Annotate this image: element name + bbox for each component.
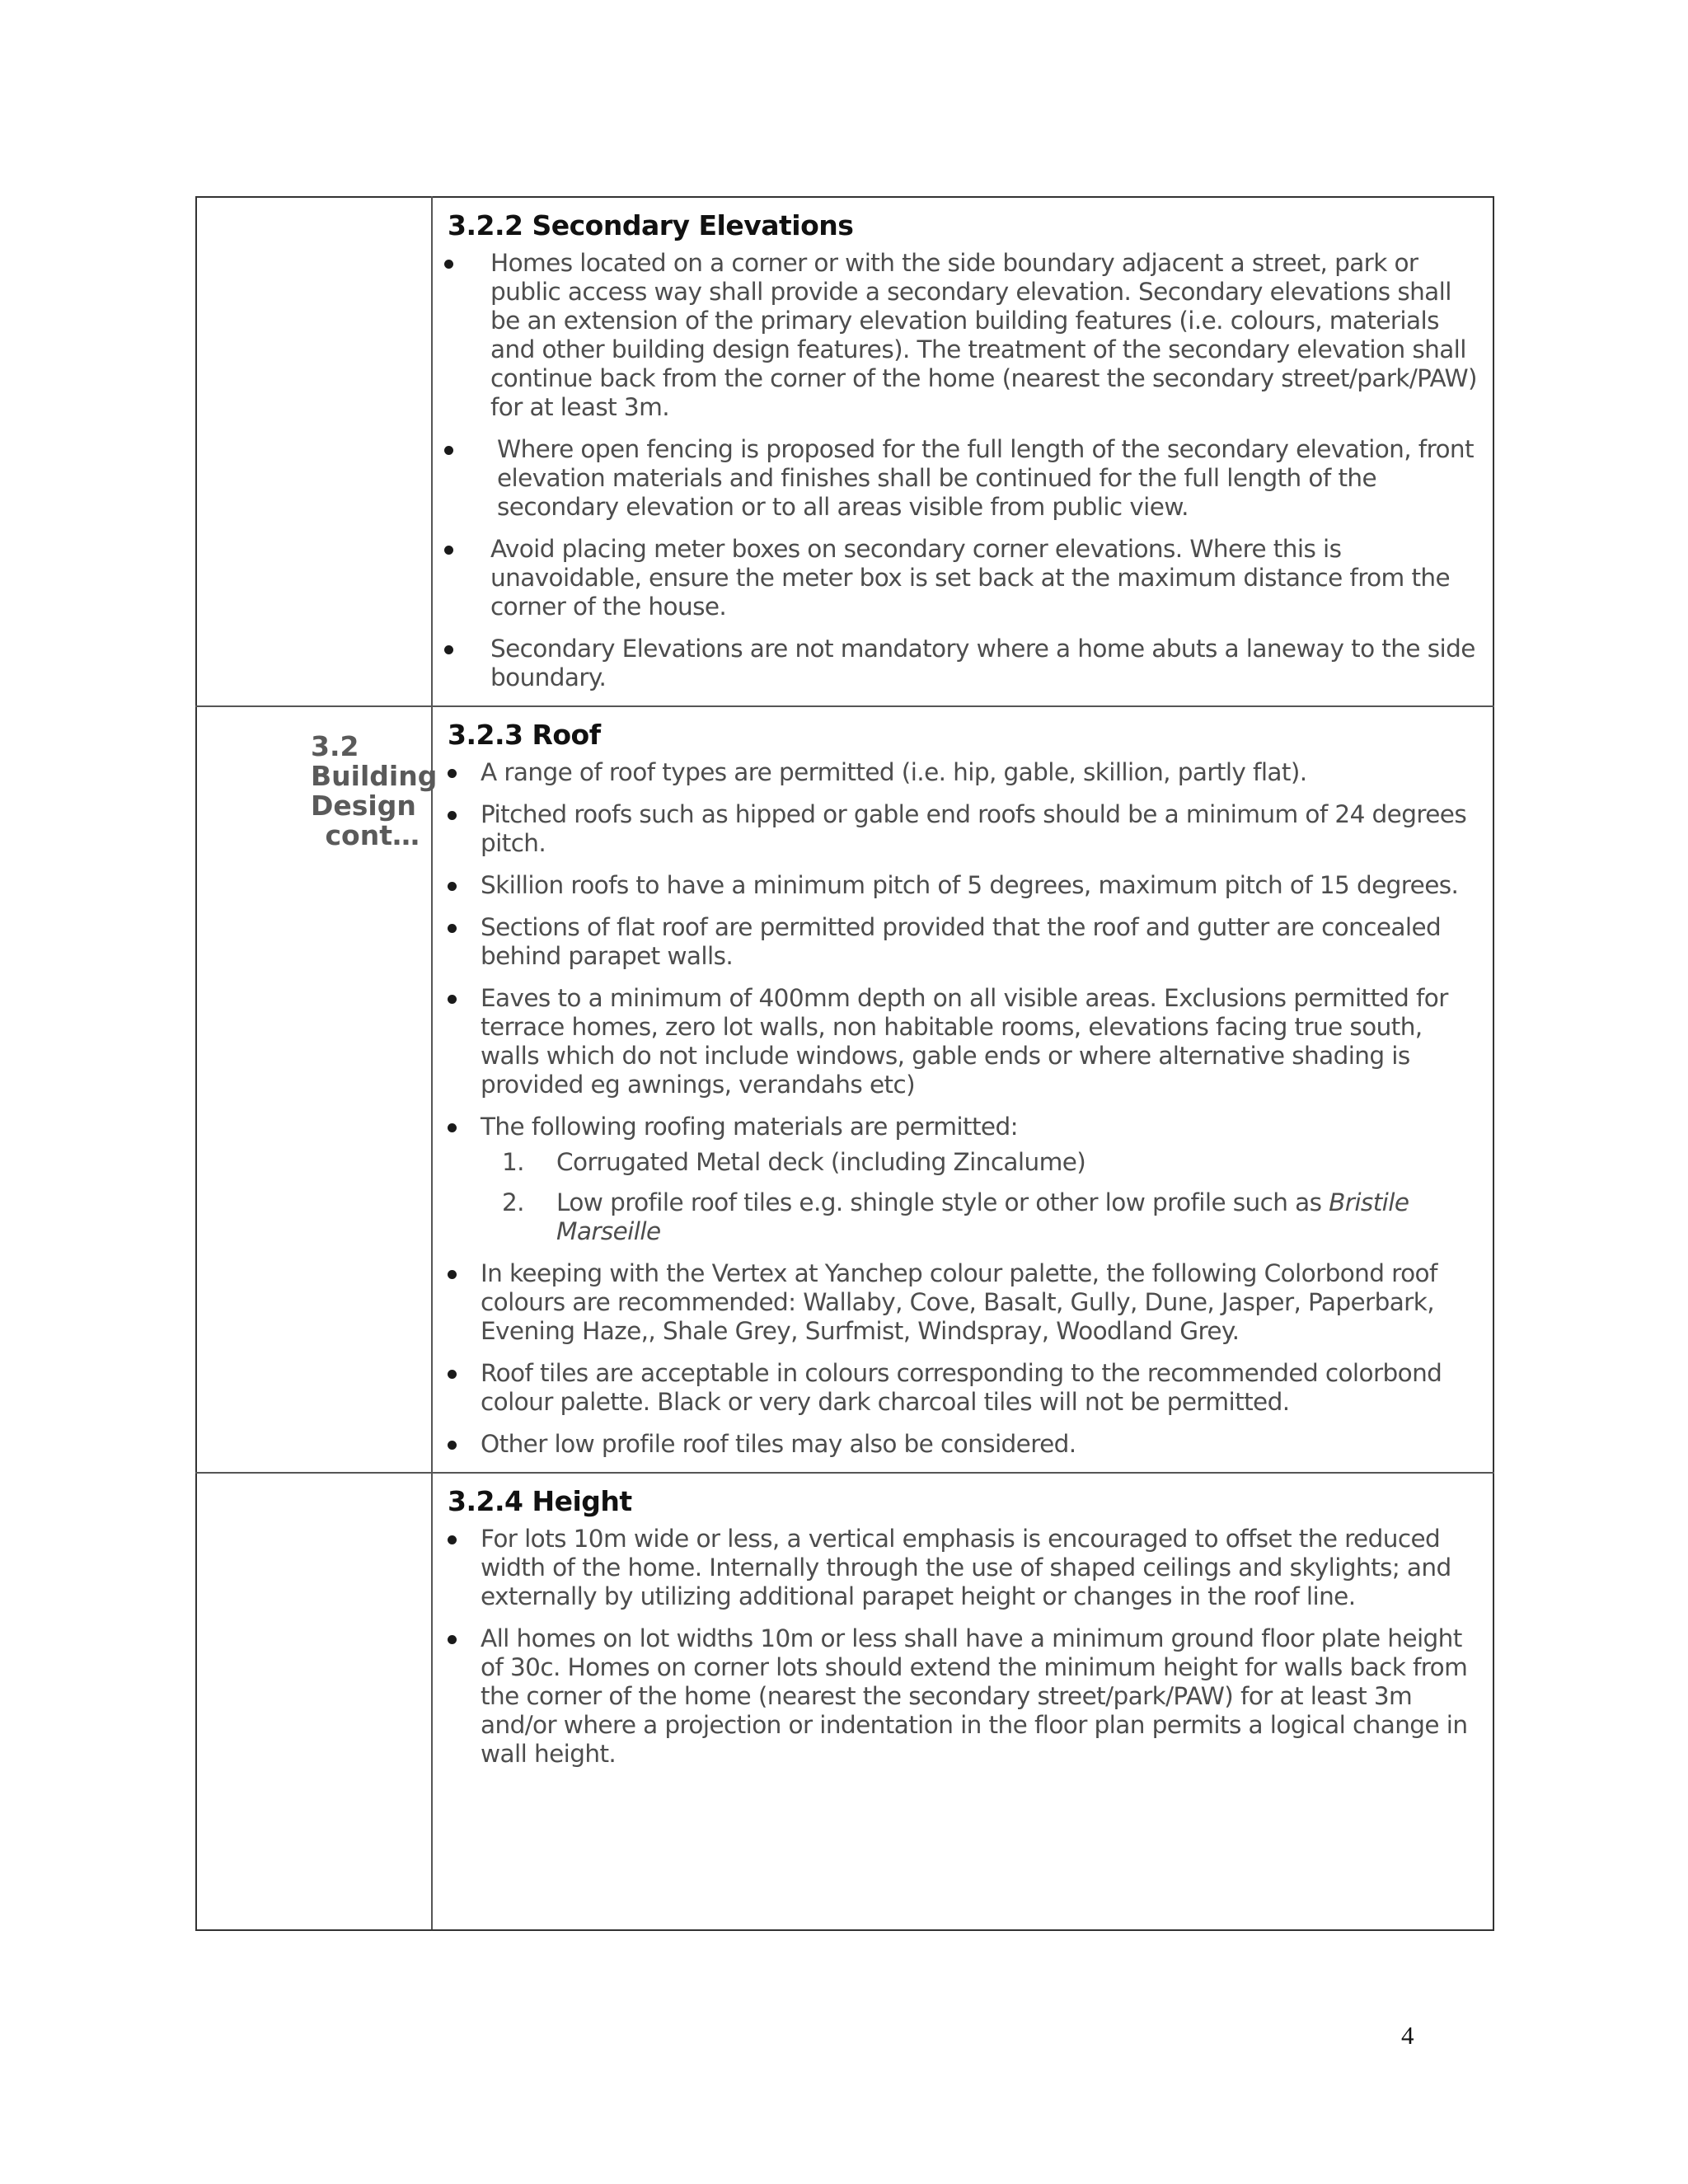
list-item: All homes on lot widths 10m or less shall have a minimum ground floor plate height of 30c. Homes on corner lots should extend the minimum height for walls back from the corner of the home (nearest the secondary street/park/PAW) for at least 3m and/or where a projection or indentation in the floor plan permits a logical change in wall height.: [433, 1624, 1493, 1769]
height-list: [433, 1525, 1493, 1769]
table-row: [196, 197, 1493, 706]
section-number: 3.2: [311, 730, 359, 762]
list-item: 1. Corrugated Metal deck (including Zincalume): [502, 1148, 1086, 1176]
bullet-icon: [448, 1635, 457, 1644]
bullet-icon: [448, 995, 457, 1004]
table-row: [196, 1473, 1493, 1930]
height-cell: [432, 1473, 1493, 1930]
bullet-icon: [448, 924, 457, 933]
bullet-icon: [448, 1270, 457, 1279]
section-name-line2: Design: [311, 790, 416, 822]
list-item: Secondary Elevations are not mandatory where a home abuts a laneway to the side boundary.: [433, 635, 1493, 692]
side-cell-empty: [196, 197, 432, 706]
table-row: [196, 706, 1493, 1473]
section-title-secondary-elevations: 3.2.2 Secondary Elevations: [448, 209, 854, 241]
bullet-icon: [448, 1441, 457, 1450]
bullet-icon: [448, 811, 457, 820]
list-item: Homes located on a corner or with the side boundary adjacent a street, park or public access way shall provide a secondary elevation. Secondary elevations shall be an extension of the primary elevation building features (i.e. colours, materials and other building design features). The treatment of the secondary elevation shall continue back from the corner of the home (nearest the secondary street/park/PAW) for at least 3m.: [433, 249, 1493, 422]
secondary-elevations-list: [433, 249, 1493, 692]
bullet-icon: [448, 769, 457, 778]
roof-list: [433, 758, 1493, 1459]
section-continued: cont…: [325, 819, 420, 851]
list-item: Pitched roofs such as hipped or gable end roofs should be a minimum of 24 degrees pitch.: [433, 800, 1493, 858]
list-item: Avoid placing meter boxes on secondary corner elevations. Where this is unavoidable, ensure the meter box is set back at the maximum distance from the corner of the house.: [433, 535, 1493, 621]
bullet-icon: [448, 882, 457, 891]
bullet-icon: [448, 1535, 457, 1544]
section-name-line1: Building: [311, 760, 438, 792]
list-item: Roof tiles are acceptable in colours corresponding to the recommended colorbond colour palette. Black or very dark charcoal tiles will not be permitted.: [433, 1359, 1493, 1417]
bullet-icon: [448, 1123, 457, 1132]
side-cell-empty: [196, 1473, 432, 1930]
bullet-icon: [444, 446, 453, 455]
section-title-height: 3.2.4 Height: [448, 1485, 632, 1517]
list-item: In keeping with the Vertex at Yanchep colour palette, the following Colorbond roof colours are recommended: Wallaby, Cove, Basalt, Gully, Dune, Jasper, Paperbark, Evening Haze,, Shale Grey, Surfmist, Windspray, Woodland Grey.: [433, 1259, 1493, 1346]
bullet-icon: [444, 645, 453, 654]
roof-cell: [432, 706, 1493, 1473]
bullet-icon: [448, 1370, 457, 1379]
section-heading: [197, 707, 438, 851]
roof-materials-list: [481, 1148, 1481, 1246]
list-item: Other low profile roof tiles may also be considered.: [433, 1430, 1493, 1459]
list-item: Eaves to a minimum of 400mm depth on all visible areas. Exclusions permitted for terrace homes, zero lot walls, non habitable rooms, elevations facing true south, walls which do not include windows, gable ends or where alternative shading is provided eg awnings, verandahs etc): [433, 984, 1493, 1099]
secondary-elevations-cell: [432, 197, 1493, 706]
side-cell-section-heading: [196, 706, 438, 1473]
list-item: A range of roof types are permitted (i.e. hip, gable, skillion, partly flat).: [433, 758, 1493, 787]
list-item: The following roofing materials are permitted: 1. Corrugated Metal deck (including Zincalume) 2. Low profile roof tiles e.g. shingle style or other low profile such as Bristile Marseille: [433, 1113, 1493, 1246]
bullet-icon: [444, 546, 453, 555]
list-item: Skillion roofs to have a minimum pitch of 5 degrees, maximum pitch of 15 degrees.: [433, 871, 1493, 900]
list-item: Where open fencing is proposed for the full length of the secondary elevation, front elevation materials and finishes shall be continued for the full length of the secondary elevation or to all areas visible from public view.: [433, 435, 1493, 522]
list-item: Sections of flat roof are permitted provided that the roof and gutter are concealed behind parapet walls.: [433, 913, 1493, 971]
list-item: For lots 10m wide or less, a vertical emphasis is encouraged to offset the reduced width of the home. Internally through the use of shaped ceilings and skylights; and externally by utilizing additional parapet height or changes in the roof line.: [433, 1525, 1493, 1611]
guidelines-table: [195, 196, 1494, 1931]
list-item: 2. Low profile roof tiles e.g. shingle style or other low profile such as Bristile Marseille: [502, 1188, 1409, 1245]
product-name: Bristile Marseille: [556, 1188, 1409, 1245]
page-number: 4: [1401, 2021, 1414, 2050]
bullet-icon: [444, 260, 453, 269]
section-title-roof: 3.2.3 Roof: [448, 719, 601, 751]
